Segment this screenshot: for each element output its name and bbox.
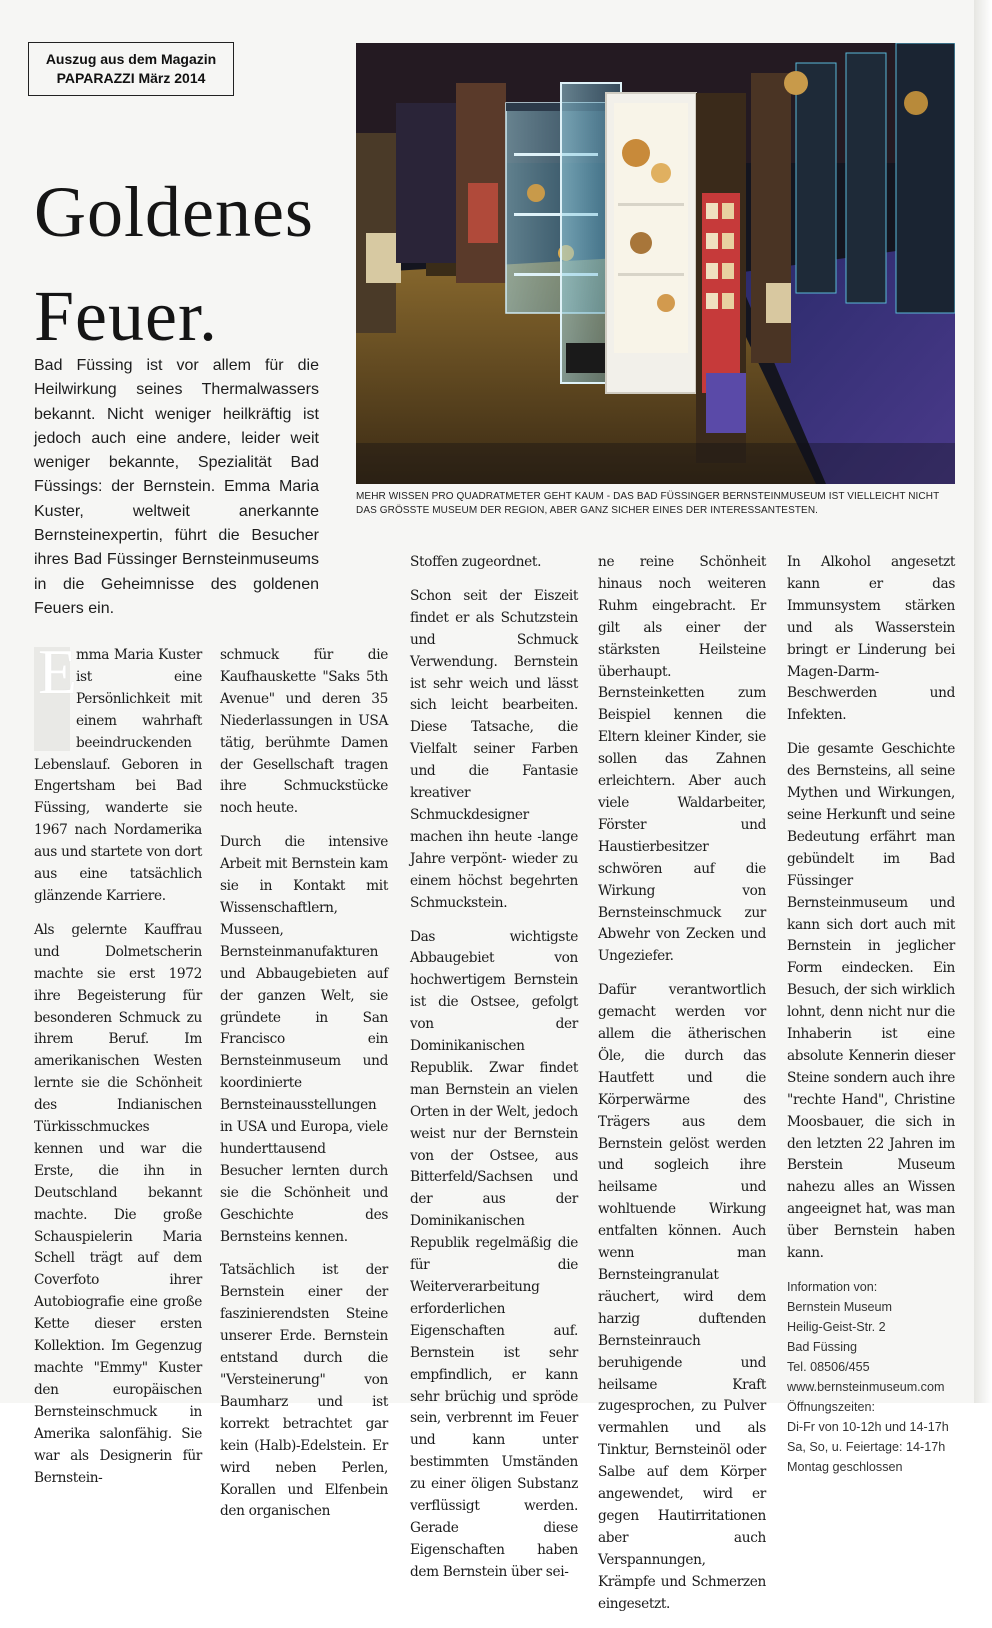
body-column-4 — [598, 552, 766, 1628]
body-column-5 — [787, 552, 955, 1477]
body-column-1 — [34, 636, 202, 1501]
info-line: Information von: — [787, 1280, 878, 1294]
info-line: Sa, So, u. Feiertage: 14-17h — [787, 1440, 946, 1454]
title-line-1: Goldenes — [34, 172, 314, 252]
paragraph: Stoffen zugeordnet. — [410, 554, 542, 570]
paragraph: Das wichtigste Abbaugebiet von hochwertigem Bernstein ist die Ostsee, gefolgt von der Dominikanischen Republik. Zwar findet man Bernstein an vielen Orten in der Welt, jedoch weist nur der Bernstein von der Ostsee, aus Bitterfeld/Sachsen und der aus der Dominikanischen Republik regelmäßig die für die Weiterverarbeitung erforderlichen Eigenschaften auf. Bernstein ist sehr empfindlich, er kann sehr brüchig und spröde sein, verbrennt im Feuer und kann unter bestimmten Umständen zu einer öligen Substanz verflüssigt werden. Gerade diese Eigenschaften haben dem Bernstein über sei- — [410, 928, 578, 1580]
source-box — [28, 42, 234, 96]
info-line: www.bernsteinmuseum.com — [787, 1380, 945, 1394]
info-line: Di-Fr von 10-12h und 14-17h — [787, 1420, 949, 1434]
info-line: Öffnungszeiten: — [787, 1400, 875, 1414]
paragraph: Die gesamte Geschichte des Bernsteins, all seine Mythen und Wirkungen, seine Herkunft und seine Bedeutung erfährt man gebündelt im Bad Füssinger Bernsteinmuseum und kann sich dort auch mit Bernstein in jeglicher Form eindecken. Ein Besuch, der sich wirklich lohnt, denn nicht nur die Inhaberin ist eine absolute Kennerin dieser Steine sondern auch ihre "rechte Hand", Christine Moosbauer, die sich in den letzten 22 Jahren im Berstein Museum nahezu alles an Wissen angeeignet hat, was man über Bernstein haben kann. — [787, 741, 955, 1262]
paragraph: Als gelernte Kauffrau und Dolmetscherin machte sie erst 1972 ihre Begeisterung für besonderen Schmuck zu ihrem Beruf. Im amerikanischen Westen lernte sie die Schönheit des Indianischen Türkisschmuckes kennen und war die Erste, die ihn in Deutschland bekannt machte. Die große Schauspielerin Maria Schell trägt auf dem Coverfoto ihrer Autobiografie eine große Kette dieser ersten Kollektion. Im Gegenzug machte "Emmy" Kuster den europäischen Bernsteinschmuck in Amerika salonfähig. Sie war als Designerin für Bernstein- — [34, 921, 202, 1486]
info-line: Heilig-Geist-Str. 2 — [787, 1320, 886, 1334]
museum-photo — [356, 43, 955, 484]
paragraph: In Alkohol angesetzt kann er das Immunsystem stärken und als Wasserstein bringt er Linderung bei Magen-Darm-Beschwerden und Infekten. — [787, 554, 955, 724]
info-line: Tel. 08506/455 — [787, 1360, 870, 1374]
article-lead: Bad Füssing ist vor allem für die Heilwirkung seines Thermalwassers bekannt. Nicht weniger heilkräftig ist jedoch auch eine andere, leider weit weniger bekannte, Spezialität Bad Füssings: der Bernstein. Emma Maria Kuster, weltweit anerkannte Bernsteinexpertin, führt die Besucher ihres Bad Füssinger Bernsteinmuseums in die Geheimnisse des goldenen Feuers ein. — [34, 357, 319, 617]
dropcap-block — [34, 636, 77, 751]
paragraph: Schon seit der Eiszeit findet er als Schutzstein und Schmuck Verwendung. Bernstein ist sehr weich und lässt sich leicht bearbeiten. Diese Tatsache, die Vielfalt seiner Farben und die Fantasie kreativer Schmuckdesigner machen ihn heute -lange Jahre verpönt- wieder zu einem höchst begehrten Schmuckstein. — [410, 587, 578, 911]
page-edge-shadow — [974, 0, 992, 1403]
info-line: Montag geschlossen — [787, 1460, 903, 1474]
museum-interior-illustration — [356, 43, 955, 484]
paragraph: Durch die intensive Arbeit mit Bernstein kam sie in Kontakt mit Wissenschaftlern, Musseen, Bernsteinmanufakturen und Abbaugebieten auf der ganzen Welt, sie gründete in San Francisco ein Bernsteinmuseum und koordinierte Bernsteinausstellungen in USA und Europa, viele hunderttausend Besucher lernten durch sie die Schönheit und Geschichte des Bernsteins kennen. — [220, 834, 388, 1245]
body-column-2 — [220, 645, 388, 1535]
paragraph: Tatsächlich ist der Bernstein einer der faszinierendsten Steine unserer Erde. Bernstein entstand durch die "Versteinerung" von Baumharz und ist korrekt betrachtet gar kein (Halb)-Edelstein. Er wird neben Perlen, Korallen und Elfenbein den organischen — [220, 1262, 388, 1520]
paragraph — [34, 636, 202, 908]
title-line-2: Feuer. — [34, 276, 218, 356]
source-line-1: Auszug aus dem Magazin — [45, 51, 217, 67]
museum-info-box — [787, 1277, 955, 1477]
paragraph: Dafür verantwortlich gemacht werden vor allem die ätherischen Öle, die durch das Hautfett und die Körperwärme des Trägers aus dem Bernstein gelöst werden und sogleich ihre heilsame und wohltuende Wirkung entfalten können. Auch wenn man Bernsteingranulat räuchert, wird dem harzig duftenden Bernsteinrauch beruhigende und heilsame Kraft zugesprochen, zu Pulver vermahlen und als Tinktur, Bernsteinöl oder Salbe auf dem Körper angewendet, wird er gegen Hautirritationen aber auch Verspannungen, Krämpfe und Schmerzen eingesetzt. — [598, 982, 766, 1612]
info-line: Bernstein Museum — [787, 1300, 892, 1314]
source-line-2: PAPARAZZI März 2014 — [56, 70, 206, 86]
article-title — [34, 160, 354, 368]
paragraph: schmuck für die Kaufhauskette "Saks 5th Avenue" und deren 35 Niederlassungen in USA tätig, berühmte Damen der Gesellschaft tragen ihre Schmuckstücke noch heute. — [220, 647, 388, 817]
dropcap-letter: E — [38, 636, 77, 707]
info-line: Bad Füssing — [787, 1340, 858, 1354]
paragraph-text: mma Maria Kuster ist eine Persönlichkeit mit einem wahrhaft beeindruckenden Lebenslauf. Geboren in Engertsham bei Bad Füssing, wanderte sie 1967 nach Nordamerika aus und startete von dort aus eine tatsächlich glänzende Karriere. — [34, 647, 202, 904]
photo-caption: MEHR WISSEN PRO QUADRATMETER GEHT KAUM - DAS BAD FÜSSINGER BERNSTEINMUSEUM IST VIELLEICHT NICHT DAS GRÖSSTE MUSEUM DER REGION, ABER GANZ SICHER EINES DER INTERESSANTESTEN. — [356, 491, 940, 516]
paragraph: ne reine Schönheit hinaus noch weiteren Ruhm eingebracht. Er gilt als einer der stärksten Heilsteine überhaupt. Bernsteinketten zum Beispiel kennen die Eltern kleiner Kinder, sie sollen das Zahnen erleichtern. Aber auch viele Waldarbeiter, Förster und Haustierbesitzer schwören auf die Wirkung von Bernsteinschmuck zur Abwehr von Zecken und Ungeziefer. — [598, 554, 766, 965]
body-column-3 — [410, 552, 578, 1596]
